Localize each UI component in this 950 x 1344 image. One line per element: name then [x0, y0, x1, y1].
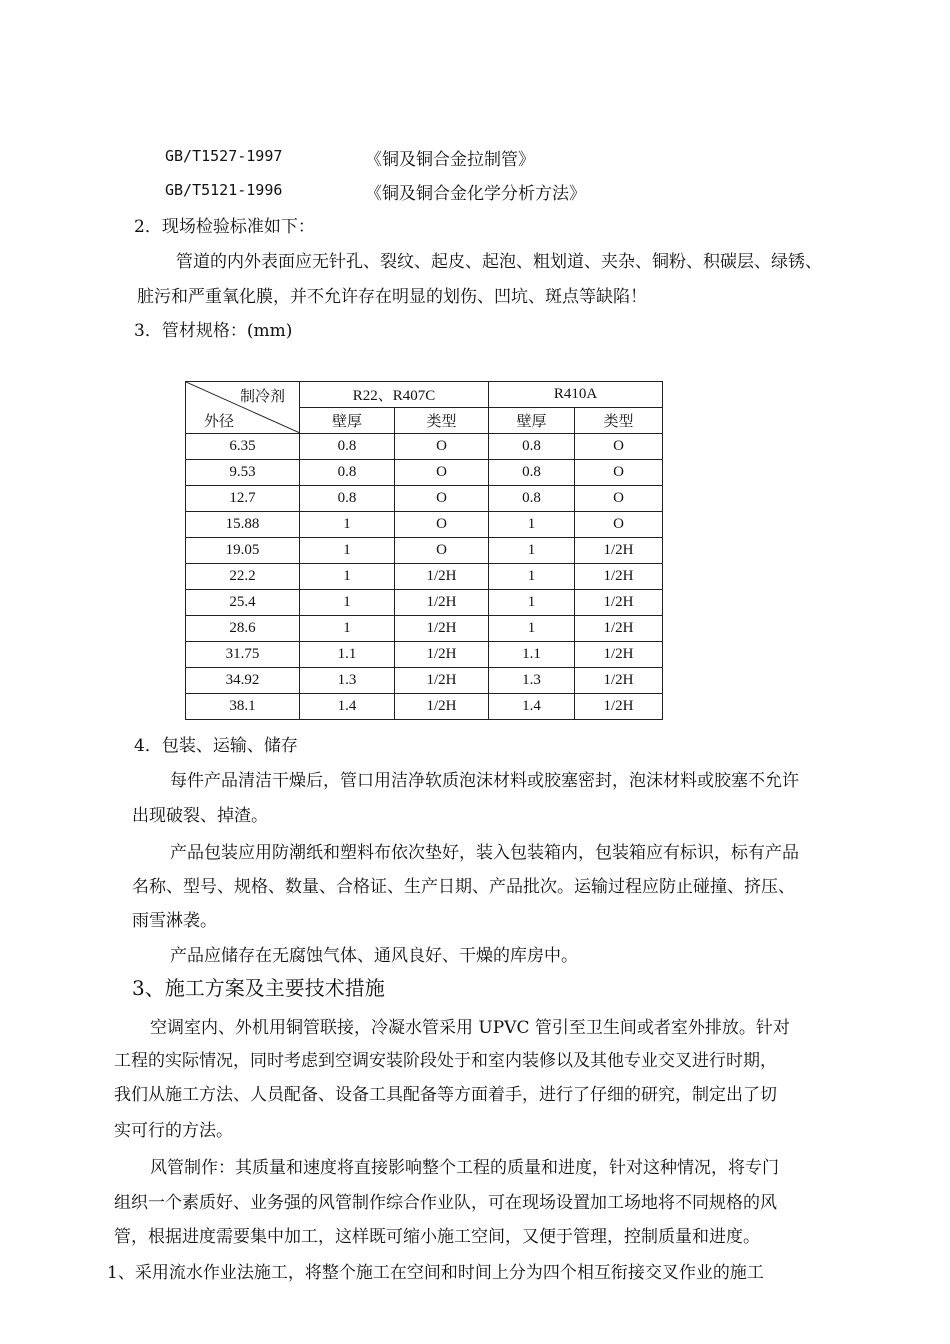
- refrigerant-label: 制冷剂: [239, 389, 285, 405]
- table-cell: 1: [489, 538, 575, 564]
- table-cell: 1/2H: [575, 590, 663, 616]
- table-cell: 1/2H: [395, 564, 489, 590]
- table-row: [186, 512, 663, 538]
- paragraph-line: 雨雪淋袭。: [132, 911, 217, 931]
- paragraph-line: 管，根据进度需要集中加工，这样既可缩小施工空间，又便于管理，控制质量和进度。: [114, 1227, 760, 1247]
- paragraph-line: 空调室内、外机用铜管联接，冷凝水管采用 UPVC 管引至卫生间或者室外排放。针对: [150, 1018, 790, 1038]
- table-cell: 1.4: [489, 694, 575, 720]
- paragraph-line: 工程的实际情况，同时考虑到空调安装阶段处于和室内装修以及其他专业交叉进行时期，: [114, 1051, 777, 1071]
- table-cell: 1/2H: [395, 616, 489, 642]
- table-cell: 6.35: [186, 434, 300, 460]
- table-cell: 1: [489, 590, 575, 616]
- table-cell: O: [395, 460, 489, 486]
- paragraph-line: 实可行的方法。: [114, 1121, 233, 1141]
- table-cell: 1.4: [300, 694, 395, 720]
- table-cell: O: [395, 538, 489, 564]
- table-cell: 0.8: [300, 486, 395, 512]
- table-subheader: 类型: [575, 408, 663, 434]
- table-cell: 0.8: [489, 460, 575, 486]
- table-row: [186, 538, 663, 564]
- table-cell: 34.92: [186, 668, 300, 694]
- table-cell: 1: [300, 564, 395, 590]
- table-cell: O: [575, 512, 663, 538]
- table-subheader: 壁厚: [300, 408, 395, 434]
- table-cell: 1/2H: [395, 590, 489, 616]
- table-cell: 22.2: [186, 564, 300, 590]
- table-row: [186, 460, 663, 486]
- table-cell: 12.7: [186, 486, 300, 512]
- table-cell: 1/2H: [395, 694, 489, 720]
- table-row: [186, 564, 663, 590]
- standard-code-2: GB/T5121-1996: [165, 181, 283, 199]
- packaging-heading: 4．包装、运输、储存: [134, 736, 298, 756]
- table-cell: O: [395, 512, 489, 538]
- pipe-spec-heading: 3．管材规格：(mm): [134, 321, 293, 341]
- table-cell: O: [395, 486, 489, 512]
- table-group-header: R22、R407C: [300, 382, 489, 408]
- table-cell: O: [575, 434, 663, 460]
- table-cell: 28.6: [186, 616, 300, 642]
- table-cell: 19.05: [186, 538, 300, 564]
- construction-plan-heading: 3、施工方案及主要技术措施: [132, 976, 385, 1000]
- table-corner-cell: [186, 382, 300, 434]
- table-cell: 0.8: [489, 434, 575, 460]
- paragraph-line: 每件产品清洁干燥后，管口用洁净软质泡沫材料或胶塞密封，泡沫材料或胶塞不允许: [170, 771, 799, 791]
- table-cell: 1/2H: [575, 564, 663, 590]
- table-cell: 1: [489, 616, 575, 642]
- table-cell: 38.1: [186, 694, 300, 720]
- table-cell: 9.53: [186, 460, 300, 486]
- table-cell: 1/2H: [395, 668, 489, 694]
- table-cell: 1.3: [300, 668, 395, 694]
- table-cell: 1/2H: [575, 642, 663, 668]
- table-row: [186, 434, 663, 460]
- table-cell: 15.88: [186, 512, 300, 538]
- table-cell: O: [575, 486, 663, 512]
- table-cell: 1: [489, 564, 575, 590]
- paragraph-line: 出现破裂、掉渣。: [132, 806, 268, 826]
- paragraph-line: 管道的内外表面应无针孔、裂纹、起皮、起泡、粗划道、夹杂、铜粉、积碳层、绿锈、: [176, 252, 822, 272]
- table-cell: 1: [300, 616, 395, 642]
- paragraph-line: 1、采用流水作业法施工，将整个施工在空间和时间上分为四个相互衔接交叉作业的施工: [107, 1263, 764, 1283]
- paragraph-line: 组织一个素质好、业务强的风管制作综合作业队，可在现场设置加工场地将不同规格的风: [114, 1193, 777, 1213]
- standard-title-2: 《铜及铜合金化学分析方法》: [365, 184, 586, 204]
- table-cell: O: [575, 460, 663, 486]
- table-row: [186, 694, 663, 720]
- table-cell: 1.1: [489, 642, 575, 668]
- table-subheader: 壁厚: [489, 408, 575, 434]
- table-row: [186, 486, 663, 512]
- table-cell: 31.75: [186, 642, 300, 668]
- table-cell: O: [395, 434, 489, 460]
- paragraph-line: 产品应储存在无腐蚀气体、通风良好、干燥的库房中。: [170, 946, 578, 966]
- table-cell: 1: [489, 512, 575, 538]
- table-cell: 1: [300, 538, 395, 564]
- table-cell: 1: [300, 512, 395, 538]
- table-cell: 1/2H: [575, 616, 663, 642]
- table-cell: 25.4: [186, 590, 300, 616]
- table-group-header: R410A: [489, 382, 663, 408]
- table-cell: 1.1: [300, 642, 395, 668]
- table-cell: 0.8: [489, 486, 575, 512]
- inspection-standard-heading: 2．现场检验标准如下：: [134, 217, 315, 237]
- table-cell: 1/2H: [575, 694, 663, 720]
- table-row: [186, 642, 663, 668]
- table-row: [186, 616, 663, 642]
- table-subheader: 类型: [395, 408, 489, 434]
- table-cell: 1.3: [489, 668, 575, 694]
- table-cell: 1/2H: [575, 668, 663, 694]
- outer-diameter-label: 外径: [204, 414, 235, 430]
- paragraph-line: 风管制作：其质量和速度将直接影响整个工程的质量和进度，针对这种情况，将专门: [150, 1158, 779, 1178]
- table-cell: 0.8: [300, 460, 395, 486]
- paragraph-line: 产品包装应用防潮纸和塑料布依次垫好，装入包装箱内，包装箱应有标识，标有产品: [170, 843, 799, 863]
- pipe-spec-table: [185, 381, 663, 720]
- table-row: [186, 590, 663, 616]
- table-cell: 1/2H: [395, 642, 489, 668]
- table-cell: 1/2H: [575, 538, 663, 564]
- table-cell: 0.8: [300, 434, 395, 460]
- table-row: [186, 668, 663, 694]
- paragraph-line: 我们从施工方法、人员配备、设备工具配备等方面着手，进行了仔细的研究，制定出了切: [114, 1085, 777, 1105]
- standard-code-1: GB/T1527-1997: [165, 147, 283, 165]
- standard-title-1: 《铜及铜合金拉制管》: [365, 150, 535, 170]
- paragraph-line: 名称、型号、规格、数量、合格证、生产日期、产品批次。运输过程应防止碰撞、挤压、: [132, 877, 795, 897]
- table-cell: 1: [300, 590, 395, 616]
- paragraph-line: 脏污和严重氧化膜，并不允许存在明显的划伤、凹坑、斑点等缺陷！: [137, 287, 647, 307]
